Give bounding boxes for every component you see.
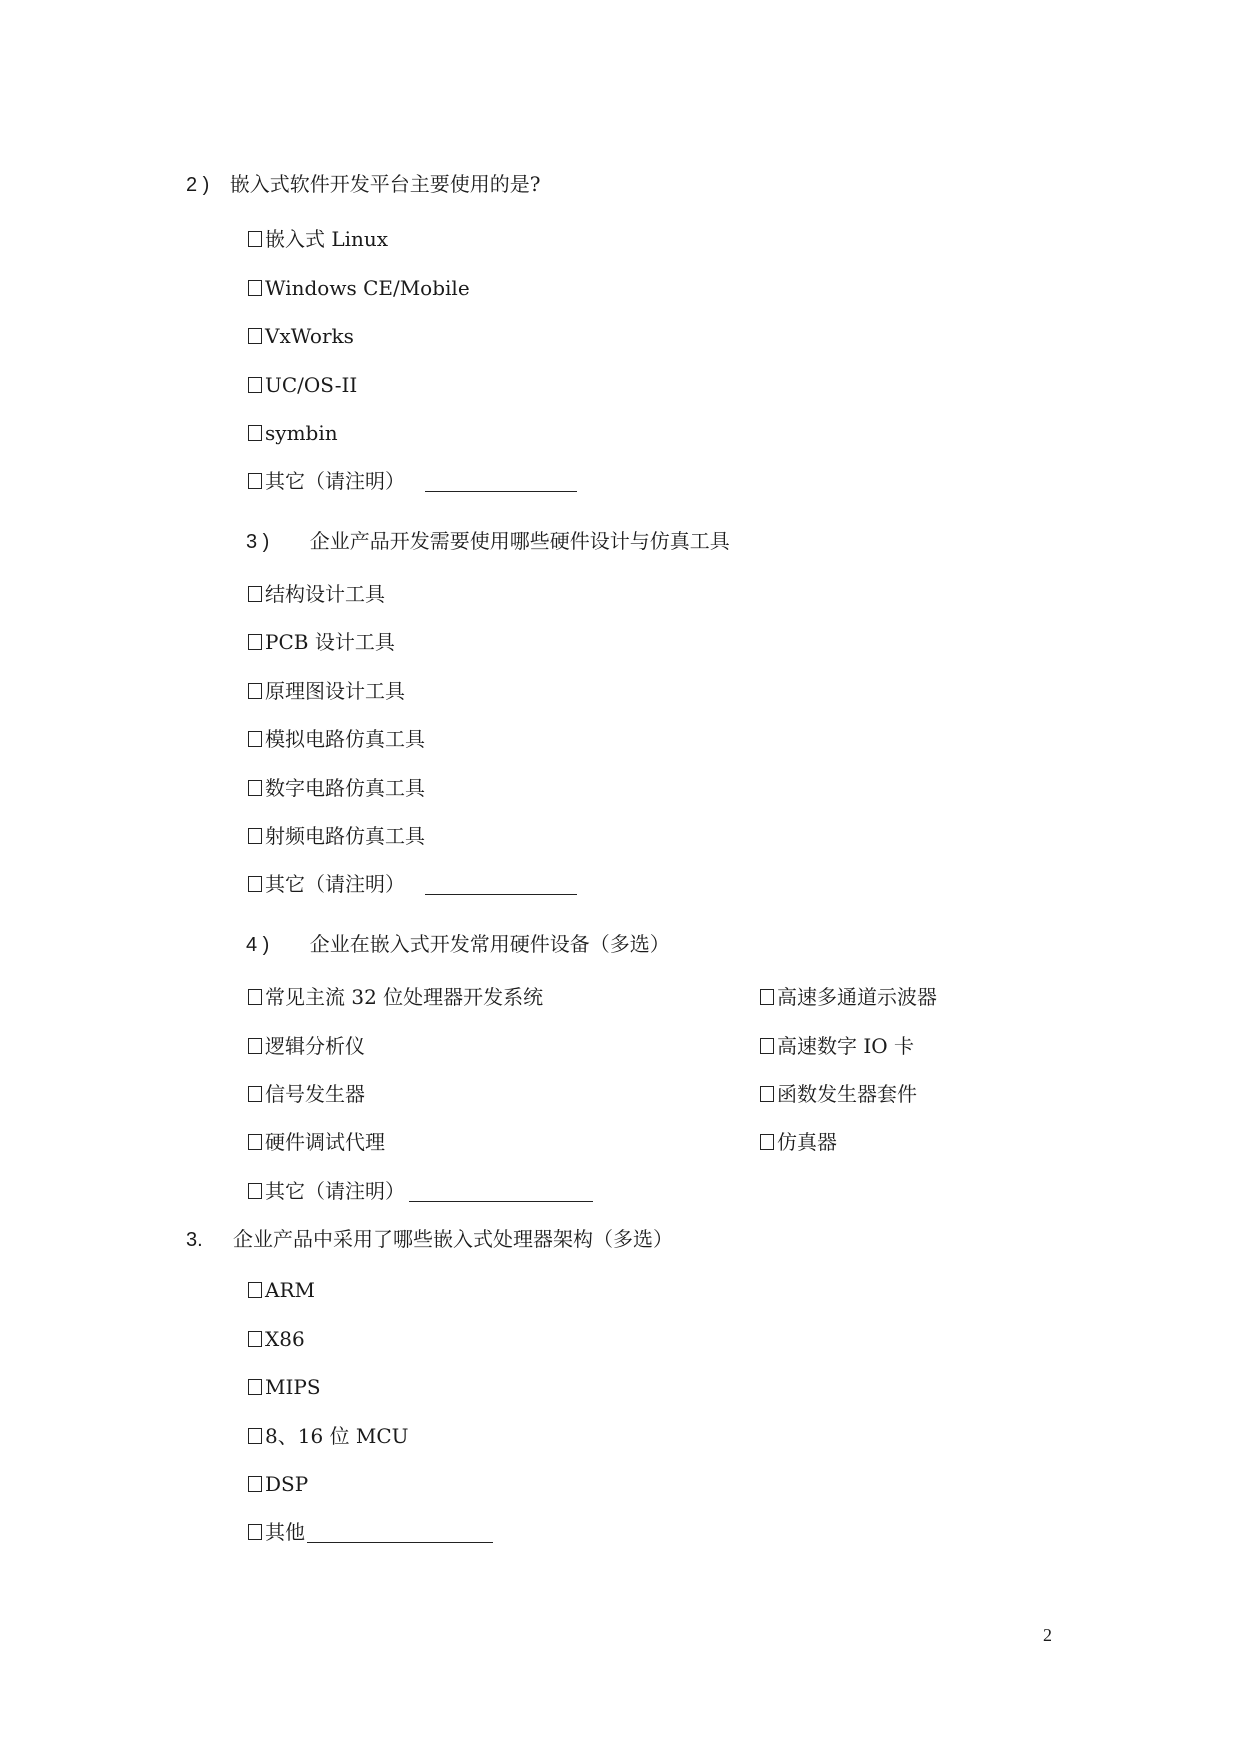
option-symbin[interactable] xyxy=(248,419,338,447)
option-embedded-linux[interactable] xyxy=(248,225,388,253)
option-label: 高速多通道示波器 xyxy=(777,985,937,1009)
question-text: 企业产品中采用了哪些嵌入式处理器架构（多选） xyxy=(233,1227,674,1251)
question-number: 4 ) xyxy=(246,934,270,956)
option-label: 8、16 位 MCU xyxy=(265,1424,409,1448)
option-label: 数字电路仿真工具 xyxy=(265,776,425,800)
option-windows-ce[interactable] xyxy=(248,274,470,302)
question-number: 3. xyxy=(186,1229,203,1251)
checkbox-icon[interactable] xyxy=(248,1476,262,1492)
option-label: 模拟电路仿真工具 xyxy=(265,727,425,751)
option-mcu[interactable] xyxy=(248,1422,409,1450)
question-text: 企业在嵌入式开发常用硬件设备（多选） xyxy=(309,932,670,956)
checkbox-icon[interactable] xyxy=(248,876,262,892)
question-2-2 xyxy=(186,170,540,199)
option-signal-generator[interactable] xyxy=(248,1080,365,1108)
checkbox-icon[interactable] xyxy=(248,586,262,602)
option-hw-debug-agent[interactable] xyxy=(248,1128,385,1156)
checkbox-icon[interactable] xyxy=(248,989,262,1005)
option-emulator[interactable] xyxy=(760,1128,837,1156)
checkbox-icon[interactable] xyxy=(248,1524,262,1540)
checkbox-icon[interactable] xyxy=(248,731,262,747)
option-structure-design[interactable] xyxy=(248,580,385,608)
option-analog-sim[interactable] xyxy=(248,725,425,753)
option-pcb-design[interactable] xyxy=(248,628,395,656)
checkbox-icon[interactable] xyxy=(248,780,262,796)
option-label: UC/OS-II xyxy=(265,373,358,397)
option-label: X86 xyxy=(265,1327,305,1351)
option-digital-sim[interactable] xyxy=(248,774,425,802)
other-text-field[interactable] xyxy=(409,1181,593,1202)
option-label: 逻辑分析仪 xyxy=(265,1034,365,1058)
option-label: PCB 设计工具 xyxy=(265,630,395,654)
option-label: 其他 xyxy=(265,1520,305,1544)
option-label: 函数发生器套件 xyxy=(777,1082,917,1106)
question-text: 嵌入式软件开发平台主要使用的是? xyxy=(229,172,541,196)
question-number: 2 ) xyxy=(186,174,210,196)
checkbox-icon[interactable] xyxy=(248,1134,262,1150)
checkbox-icon[interactable] xyxy=(248,1038,262,1054)
checkbox-icon[interactable] xyxy=(760,989,774,1005)
option-vxworks[interactable] xyxy=(248,322,354,350)
option-io-card[interactable] xyxy=(760,1032,914,1060)
checkbox-icon[interactable] xyxy=(248,1379,262,1395)
option-ucos[interactable] xyxy=(248,371,357,399)
option-oscilloscope[interactable] xyxy=(760,983,937,1011)
option-logic-analyzer[interactable] xyxy=(248,1032,365,1060)
page-number: 2 xyxy=(1043,1625,1052,1645)
option-label: 信号发生器 xyxy=(265,1082,365,1106)
checkbox-icon[interactable] xyxy=(760,1086,774,1102)
checkbox-icon[interactable] xyxy=(248,1331,262,1347)
option-label: 其它（请注明） xyxy=(265,872,405,896)
checkbox-icon[interactable] xyxy=(248,1183,262,1199)
checkbox-icon[interactable] xyxy=(248,425,262,441)
other-text-field[interactable] xyxy=(425,471,577,492)
other-text-field[interactable] xyxy=(425,874,577,895)
option-label: symbin xyxy=(265,421,338,445)
option-dsp[interactable] xyxy=(248,1470,308,1498)
option-arm[interactable] xyxy=(248,1276,315,1304)
question-3 xyxy=(186,1225,673,1254)
option-x86[interactable] xyxy=(248,1325,305,1353)
option-rf-sim[interactable] xyxy=(248,822,425,850)
option-label: Windows CE/Mobile xyxy=(265,276,470,300)
option-label: 射频电路仿真工具 xyxy=(265,824,425,848)
checkbox-icon[interactable] xyxy=(248,828,262,844)
question-text: 企业产品开发需要使用哪些硬件设计与仿真工具 xyxy=(309,529,730,553)
option-function-generator-kit[interactable] xyxy=(760,1080,917,1108)
checkbox-icon[interactable] xyxy=(248,1086,262,1102)
option-label: 高速数字 IO 卡 xyxy=(777,1034,915,1058)
other-text-field[interactable] xyxy=(307,1522,493,1543)
option-schematic-design[interactable] xyxy=(248,677,405,705)
option-mips[interactable] xyxy=(248,1373,321,1401)
checkbox-icon[interactable] xyxy=(248,1428,262,1444)
question-number: 3 ) xyxy=(246,531,270,553)
option-label: 其它（请注明） xyxy=(265,469,405,493)
question-2-3 xyxy=(246,527,730,556)
checkbox-icon[interactable] xyxy=(760,1134,774,1150)
question-2-4 xyxy=(246,930,670,959)
checkbox-icon[interactable] xyxy=(248,377,262,393)
checkbox-icon[interactable] xyxy=(248,634,262,650)
checkbox-icon[interactable] xyxy=(248,280,262,296)
option-label: 嵌入式 Linux xyxy=(265,227,389,251)
checkbox-icon[interactable] xyxy=(248,683,262,699)
option-other[interactable] xyxy=(248,1518,493,1546)
option-label: ARM xyxy=(265,1278,315,1302)
option-32bit-dev-system[interactable] xyxy=(248,983,543,1011)
option-label: 原理图设计工具 xyxy=(265,679,405,703)
option-other[interactable] xyxy=(248,870,577,898)
option-other[interactable] xyxy=(248,467,577,495)
option-label: 硬件调试代理 xyxy=(265,1130,385,1154)
option-label: MIPS xyxy=(265,1375,321,1399)
checkbox-icon[interactable] xyxy=(248,1282,262,1298)
option-label: 其它（请注明） xyxy=(265,1179,405,1203)
checkbox-icon[interactable] xyxy=(248,328,262,344)
option-label: 结构设计工具 xyxy=(265,582,385,606)
checkbox-icon[interactable] xyxy=(248,473,262,489)
option-label: VxWorks xyxy=(265,324,354,348)
checkbox-icon[interactable] xyxy=(760,1038,774,1054)
checkbox-icon[interactable] xyxy=(248,231,262,247)
option-label: 常见主流 32 位处理器开发系统 xyxy=(265,985,544,1009)
option-label: DSP xyxy=(265,1472,309,1496)
option-label: 仿真器 xyxy=(777,1130,837,1154)
option-other[interactable] xyxy=(248,1177,593,1205)
